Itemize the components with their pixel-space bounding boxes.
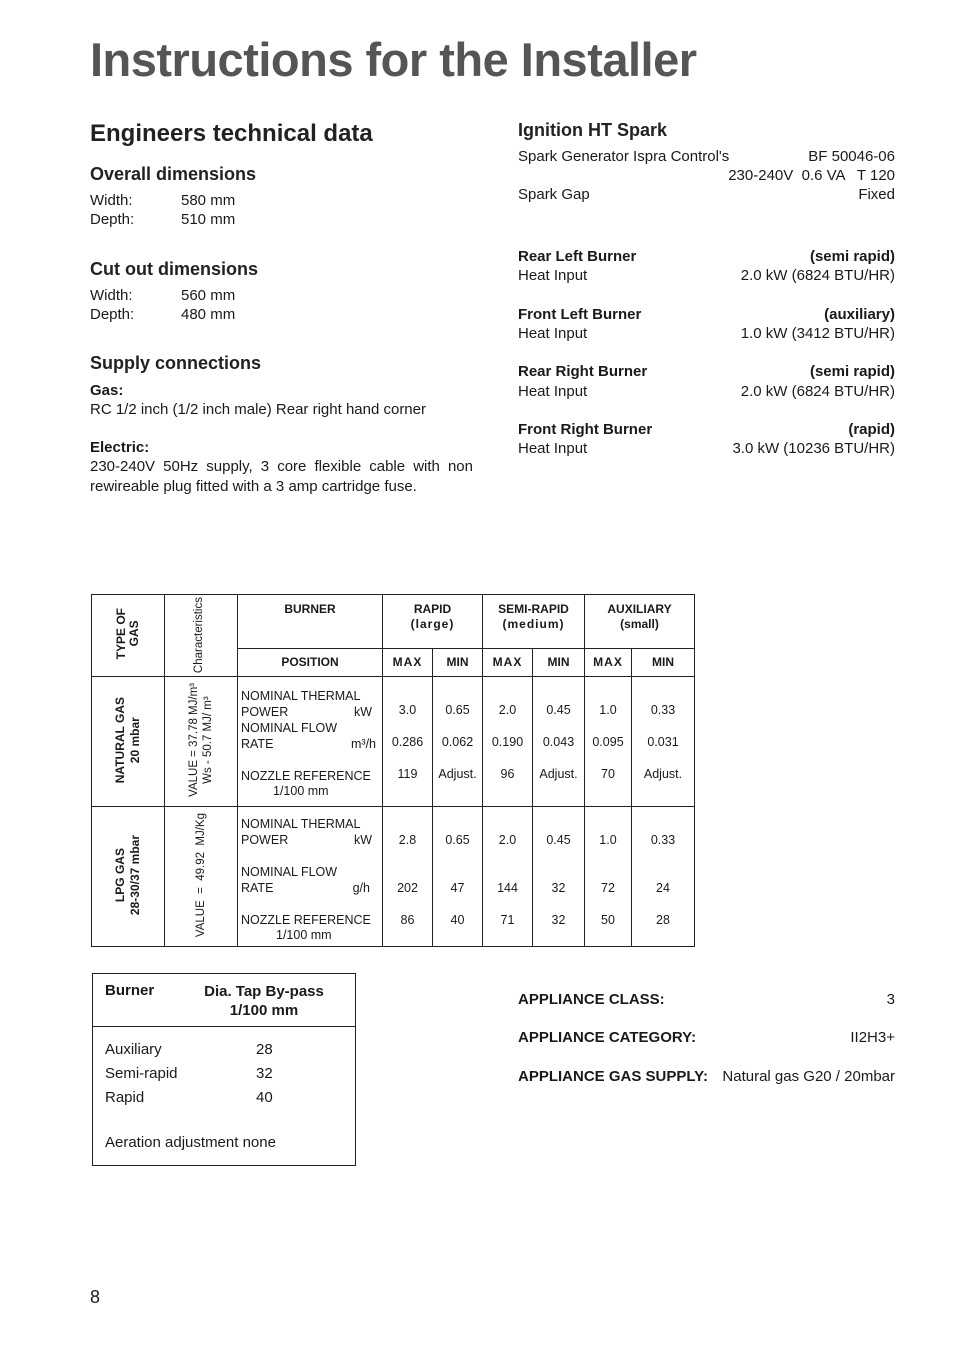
- spark-generator-spec: 230-240V 0.6 VA T 120: [728, 167, 895, 184]
- flow-rate-label: NOMINAL FLOW: [241, 865, 338, 880]
- appliance-class-label: APPLIANCE CLASS:: [518, 991, 665, 1008]
- nozzle-unit: 1/100 mm: [276, 928, 332, 943]
- spark-generator-row: [518, 147, 895, 166]
- overall-depth-value: 510 mm: [181, 211, 236, 228]
- lpg-aux-max: [585, 807, 632, 947]
- electric-text-line2: rewireable plug fitted with a 3 amp cartridge fuse.: [90, 478, 417, 495]
- nozzle-value: Adjust.: [438, 766, 477, 781]
- burner-type: (auxiliary): [824, 306, 895, 323]
- flow-value: 24: [656, 881, 670, 896]
- page-number: 8: [90, 1287, 101, 1307]
- nozzle-value: 71: [500, 913, 515, 928]
- appliance-class-row: [518, 990, 895, 1009]
- auxiliary-sublabel: (small): [620, 617, 659, 631]
- semi-rapid-header: [483, 595, 585, 649]
- bypass-burner-header: Burner: [105, 982, 155, 999]
- burner-name: Rear Left Burner: [518, 248, 637, 265]
- nozzle-reference-label: NOZZLE REFERENCE: [241, 913, 371, 928]
- flow-value: 144: [497, 881, 518, 896]
- bypass-diameter-unit: 1/100 mm: [229, 1002, 299, 1019]
- overall-dimensions-heading: Overall dimensions: [90, 164, 257, 184]
- natural-semi-max: [483, 677, 533, 807]
- heat-input-label: Heat Input: [518, 440, 588, 457]
- bypass-row-name: Rapid: [105, 1089, 145, 1106]
- cutout-dimensions-heading: Cut out dimensions: [90, 259, 258, 279]
- natural-rapid-min: [433, 677, 483, 807]
- natural-gas-name: NATURAL GAS: [113, 696, 127, 784]
- heat-input-label: Heat Input: [518, 383, 588, 400]
- flow-rate-label: NOMINAL FLOW: [241, 721, 338, 736]
- appliance-class-value: 3: [886, 991, 895, 1008]
- natural-gas-row: [92, 677, 695, 807]
- semi-rapid-label: SEMI-RAPID: [498, 602, 569, 616]
- appliance-gas-supply-value: Natural gas G20 / 20mbar: [722, 1068, 895, 1085]
- flow-rate-label-2: RATE: [241, 737, 274, 752]
- supply-connections-heading: Supply connections: [90, 353, 262, 373]
- spark-gap-value: Fixed: [858, 186, 895, 203]
- natural-rapid-max: [383, 677, 433, 807]
- spark-generator-label: Spark Generator Ispra Control's: [518, 148, 730, 165]
- flow-value: 32: [551, 881, 566, 896]
- max-header: MAX: [383, 648, 433, 676]
- lpg-rapid-max: [383, 807, 433, 947]
- flow-value: 0.062: [441, 734, 474, 749]
- heat-input-label: Heat Input: [518, 325, 588, 342]
- nozzle-value: Adjust.: [643, 766, 683, 781]
- auxiliary-label: AUXILIARY: [607, 602, 672, 616]
- gas-label: Gas:: [90, 382, 124, 399]
- overall-width-label: Width:: [90, 192, 133, 209]
- cutout-width-label: Width:: [90, 287, 133, 304]
- lpg-gas-row: [92, 807, 695, 947]
- flow-rate-label-2: RATE: [241, 881, 274, 896]
- rapid-label: RAPID: [413, 602, 452, 616]
- heat-input-value: 2.0 kW (6824 BTU/HR): [740, 267, 895, 284]
- characteristics-header: [165, 595, 238, 677]
- natural-gas-type-cell: [92, 677, 165, 807]
- spark-gap-label: Spark Gap: [518, 186, 590, 203]
- page-title: Instructions for the Installer: [90, 33, 697, 86]
- natural-aux-max: [585, 677, 632, 807]
- natural-gas-pressure: 20 mbar: [128, 717, 142, 764]
- bypass-row-value: 40: [256, 1089, 273, 1106]
- lpg-semi-max: [483, 807, 533, 947]
- natural-gas-ws: Ws - 50.7 MJ/ m³: [202, 696, 214, 784]
- thermal-power-label: NOMINAL THERMAL: [241, 689, 361, 704]
- nozzle-value: 119: [397, 766, 418, 781]
- semi-rapid-sublabel: (medium): [502, 617, 565, 631]
- spark-gap-row: [518, 185, 895, 204]
- nozzle-value: 86: [400, 913, 415, 928]
- rapid-header: [383, 595, 483, 649]
- appliance-category-row: [518, 1028, 895, 1047]
- power-value: 2.0: [498, 702, 517, 717]
- engineers-heading: Engineers technical data: [90, 120, 373, 147]
- power-value: 0.65: [445, 702, 470, 717]
- thermal-power-label: NOMINAL THERMAL: [241, 817, 361, 832]
- nozzle-value: 28: [656, 913, 670, 928]
- burner-name: Rear Right Burner: [518, 363, 648, 380]
- burner-name: Front Right Burner: [518, 421, 653, 438]
- natural-semi-min: [533, 677, 585, 807]
- cutout-depth-label: Depth:: [90, 306, 135, 323]
- spark-generator-value: BF 50046-06: [808, 148, 895, 165]
- type-of-gas-header: [92, 595, 165, 677]
- min-header: MIN: [632, 648, 695, 676]
- heat-input-value: 3.0 kW (10236 BTU/HR): [732, 440, 895, 457]
- electric-label: Electric:: [90, 439, 150, 456]
- nozzle-value: 40: [450, 913, 465, 928]
- flow-value: 0.190: [491, 734, 524, 749]
- lpg-gas-descriptions: [238, 807, 383, 947]
- lpg-gas-name: LPG GAS: [113, 848, 127, 903]
- min-header: MIN: [433, 648, 483, 676]
- thermal-power-label-2: POWER: [241, 833, 289, 848]
- flow-value: 72: [601, 881, 615, 896]
- burner-header-row: [518, 247, 895, 266]
- heat-input-value: 1.0 kW (3412 BTU/HR): [740, 325, 895, 342]
- position-header: POSITION: [238, 648, 383, 676]
- rapid-sublabel: (large): [410, 617, 455, 631]
- flow-value: 0.031: [647, 734, 679, 749]
- burner-header-row: [518, 305, 895, 324]
- natural-gas-descriptions: [238, 677, 383, 807]
- power-value: 1.0: [599, 702, 617, 717]
- appliance-category-value: II2H3+: [850, 1029, 895, 1046]
- lpg-gas-characteristics: [165, 807, 238, 947]
- lpg-semi-min: [533, 807, 585, 947]
- power-unit: kW: [353, 705, 372, 720]
- burner-name: Front Left Burner: [518, 306, 642, 323]
- appliance-category-label: APPLIANCE CATEGORY:: [518, 1029, 697, 1046]
- bypass-row-value: 32: [256, 1065, 273, 1082]
- nozzle-value: 50: [601, 913, 615, 928]
- power-value: 1.0: [599, 833, 617, 848]
- burner-type: (rapid): [848, 421, 895, 438]
- lpg-rapid-min: [433, 807, 483, 947]
- bypass-row-value: 28: [256, 1041, 273, 1058]
- burner-heat-row: [518, 382, 895, 401]
- nozzle-reference-label: NOZZLE REFERENCE: [241, 769, 371, 784]
- gas-text: RC 1/2 inch (1/2 inch male) Rear right hand corner: [90, 401, 426, 418]
- burner-header: BURNER: [238, 595, 383, 649]
- lpg-gas-type-cell: [92, 807, 165, 947]
- auxiliary-header: [585, 595, 695, 649]
- flow-value: 0.043: [542, 734, 575, 749]
- burner-type: (semi rapid): [809, 248, 895, 265]
- burner-heat-row: [518, 439, 895, 458]
- min-header: MIN: [533, 648, 585, 676]
- bypass-row-name: Semi-rapid: [105, 1065, 178, 1082]
- flow-value: 0.286: [391, 734, 424, 749]
- power-value: 2.0: [498, 833, 517, 848]
- cutout-width-value: 560 mm: [181, 287, 236, 304]
- burner-heat-row: [518, 266, 895, 285]
- heat-input-label: Heat Input: [518, 267, 588, 284]
- bypass-diameter-header: [201, 982, 327, 1020]
- natural-gas-value: VALUE = 37.78 MJ/m³: [188, 683, 200, 797]
- burner-heat-row: [518, 324, 895, 343]
- power-unit: kW: [353, 833, 372, 848]
- electric-text-line1: 230-240V 50Hz supply, 3 core flexible cable with non: [90, 458, 473, 475]
- flow-value: 0.095: [592, 734, 624, 749]
- power-value: 0.45: [546, 833, 571, 848]
- lpg-gas-value: VALUE = 49.92 MJ/Kg: [195, 813, 207, 938]
- bypass-box: [92, 973, 356, 1166]
- nozzle-value: 96: [500, 766, 515, 781]
- natural-gas-characteristics: [165, 677, 238, 807]
- flow-value: 47: [450, 881, 465, 896]
- max-header: MAX: [585, 648, 632, 676]
- nozzle-unit: 1/100 mm: [273, 784, 329, 799]
- power-value: 2.8: [398, 833, 417, 848]
- burner-header-row: [518, 420, 895, 439]
- heat-input-value: 2.0 kW (6824 BTU/HR): [740, 383, 895, 400]
- nozzle-value: Adjust.: [539, 766, 578, 781]
- power-value: 0.65: [445, 833, 470, 848]
- flow-unit: m³/h: [351, 737, 376, 752]
- nozzle-value: 70: [601, 766, 615, 781]
- type-of-gas-line1: TYPE OF: [114, 608, 128, 660]
- power-value: 0.33: [650, 702, 676, 717]
- type-of-gas-line2: GAS: [127, 621, 141, 648]
- natural-aux-min: [632, 677, 695, 807]
- bypass-diameter-label: Dia. Tap By-pass: [204, 983, 324, 1000]
- power-value: 0.45: [546, 702, 571, 717]
- flow-unit: g/h: [352, 881, 370, 896]
- overall-width-value: 580 mm: [181, 192, 236, 209]
- lpg-gas-pressure: 28-30/37 mbar: [128, 835, 142, 916]
- lpg-aux-min: [632, 807, 695, 947]
- nozzle-value: 32: [551, 913, 566, 928]
- overall-depth-label: Depth:: [90, 211, 135, 228]
- flow-value: 202: [397, 881, 418, 896]
- characteristics-label: Characteristics: [193, 597, 205, 674]
- appliance-gas-supply-label: APPLIANCE GAS SUPPLY:: [518, 1068, 709, 1085]
- max-header: MAX: [483, 648, 533, 676]
- power-value: 3.0: [398, 702, 417, 717]
- burner-header-row: [518, 362, 895, 381]
- power-value: 0.33: [650, 833, 676, 848]
- appliance-gas-supply-row: [518, 1067, 895, 1086]
- gas-data-table: [91, 594, 695, 947]
- aeration-adjustment: Aeration adjustment none: [105, 1134, 276, 1151]
- ignition-heading: Ignition HT Spark: [518, 120, 668, 140]
- cutout-depth-value: 480 mm: [181, 306, 236, 323]
- bypass-row-name: Auxiliary: [105, 1041, 162, 1058]
- burner-type: (semi rapid): [809, 363, 895, 380]
- thermal-power-label-2: POWER: [241, 705, 289, 720]
- bypass-header: [93, 974, 355, 1027]
